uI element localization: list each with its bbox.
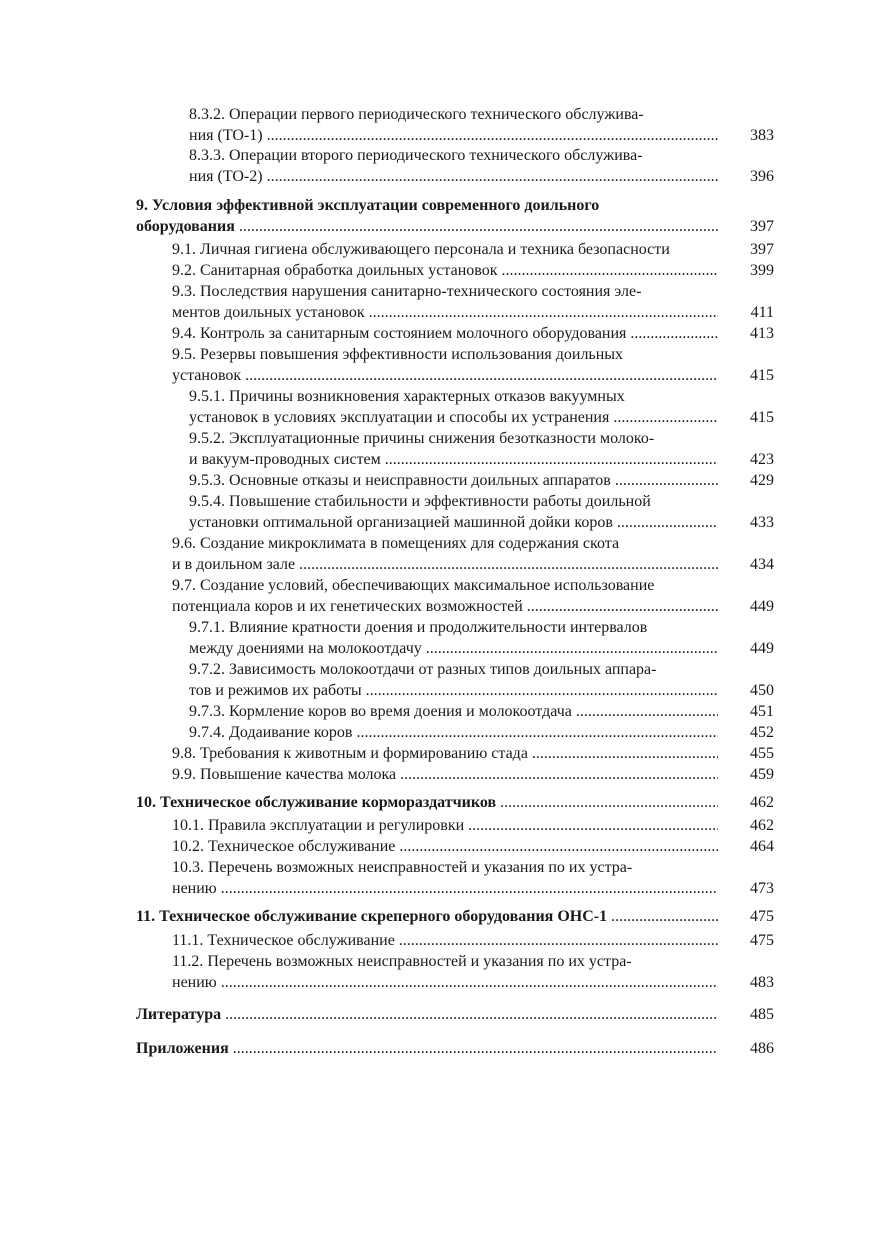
toc-chapter-title: Приложения ..... bbox=[136, 1038, 718, 1059]
toc-page-number: 459 bbox=[750, 766, 774, 783]
toc-entry-title: 9.1. Личная гигиена обслуживающего персонала и техника безопасности bbox=[172, 241, 670, 258]
toc-entry-title: 9.8. Требования к животным и формированию стада ..... bbox=[172, 743, 718, 764]
toc-entry-title: ния (ТО-2) ..... bbox=[189, 166, 718, 187]
toc-entry-title: 9.5.1. Причины возникновения характерных отказов вакуумных bbox=[189, 388, 625, 405]
toc-page-number: 434 bbox=[750, 556, 774, 573]
toc-chapter bbox=[136, 1004, 774, 1025]
toc-entry-title: 9.5.3. Основные отказы и неисправности доильных аппаратов ..... bbox=[189, 470, 718, 491]
toc-page-number: 396 bbox=[750, 168, 774, 185]
toc-chapter bbox=[136, 195, 774, 237]
toc-entry-title: 9.7.2. Зависимость молокоотдачи от разных типов доильных аппара- bbox=[189, 661, 657, 678]
toc-chapter bbox=[136, 792, 774, 813]
toc-entry bbox=[172, 575, 774, 617]
toc-page-number: 475 bbox=[750, 932, 774, 949]
toc-entry-title: и в доильном зале ..... bbox=[172, 554, 718, 575]
toc-page-number: 411 bbox=[750, 304, 774, 321]
toc-entry bbox=[189, 104, 774, 146]
toc-page-number: 429 bbox=[750, 472, 774, 489]
toc-page-number: 483 bbox=[750, 974, 774, 991]
toc-chapter bbox=[136, 906, 774, 927]
toc-entry-title: 9.9. Повышение качества молока ..... bbox=[172, 764, 718, 785]
toc-entry bbox=[189, 428, 774, 470]
toc-entry bbox=[172, 764, 774, 785]
toc-entry-title: 8.3.3. Операции второго периодического технического обслужива- bbox=[189, 147, 643, 164]
toc-entry-title: и вакуум-проводных систем ..... bbox=[189, 449, 718, 470]
toc-entry bbox=[189, 617, 774, 659]
toc-entry bbox=[172, 836, 774, 857]
toc-entry-title: 9.7.4. Додаивание коров ..... bbox=[189, 722, 718, 743]
toc-page-number: 449 bbox=[750, 598, 774, 615]
toc-page-number: 473 bbox=[750, 880, 774, 897]
toc-entry-title: ния (ТО-1) ..... bbox=[189, 125, 718, 146]
toc-chapter-title: 11. Техническое обслуживание скреперного оборудования ОНС-1 ..... bbox=[136, 906, 718, 927]
toc-page-number: 449 bbox=[750, 640, 774, 657]
toc-entry bbox=[172, 815, 774, 836]
toc-entry bbox=[189, 722, 774, 743]
toc-entry-title: 9.4. Контроль за санитарным состоянием молочного оборудования ..... bbox=[172, 323, 718, 344]
toc-entry bbox=[172, 951, 774, 993]
toc-entry bbox=[189, 386, 774, 428]
toc-page-number: 433 bbox=[750, 514, 774, 531]
toc-entry-title: 9.5.2. Эксплуатационные причины снижения безотказности молоко- bbox=[189, 430, 655, 447]
toc-chapter bbox=[136, 1038, 774, 1059]
toc-entry-title: 10.1. Правила эксплуатации и регулировки ..... bbox=[172, 815, 718, 836]
toc-entry-title: 9.5.4. Повышение стабильности и эффективности работы доильной bbox=[189, 493, 651, 510]
toc-entry-title: тов и режимов их работы ..... bbox=[189, 680, 718, 701]
toc-entry-title: между доениями на молокоотдачу ..... bbox=[189, 638, 718, 659]
toc-entry-title: установок ..... bbox=[172, 365, 718, 386]
toc-entry bbox=[172, 260, 774, 281]
toc-page-number: 415 bbox=[750, 367, 774, 384]
toc-chapter-title: оборудования ..... bbox=[136, 216, 718, 237]
toc-entry-title: установок в условиях эксплуатации и способы их устранения ..... bbox=[189, 407, 718, 428]
toc-entry bbox=[172, 344, 774, 386]
toc-page-number: 399 bbox=[750, 262, 774, 279]
toc-entry-title: 11.2. Перечень возможных неисправностей и указания по их устра- bbox=[172, 953, 632, 970]
toc-page-number: 423 bbox=[750, 451, 774, 468]
toc-page-number: 462 bbox=[750, 817, 774, 834]
toc-page-number: 486 bbox=[750, 1040, 774, 1057]
toc-entry bbox=[172, 930, 774, 951]
toc-page-number: 485 bbox=[750, 1006, 774, 1023]
toc-page-number: 397 bbox=[750, 218, 774, 235]
toc-entry-title: 11.1. Техническое обслуживание ..... bbox=[172, 930, 718, 951]
toc-entry bbox=[189, 659, 774, 701]
toc-page-number: 450 bbox=[750, 682, 774, 699]
toc-entry-title: 9.6. Создание микроклимата в помещениях для содержания скота bbox=[172, 535, 620, 552]
toc-entry bbox=[172, 533, 774, 575]
toc-page-number: 383 bbox=[750, 127, 774, 144]
toc-entry-title: 9.7.3. Кормление коров во время доения и молокоотдача ..... bbox=[189, 701, 718, 722]
toc-page-number: 451 bbox=[750, 703, 774, 720]
toc-entry-title: 9.7.1. Влияние кратности доения и продолжительности интервалов bbox=[189, 619, 648, 636]
toc-entry-title: нению ..... bbox=[172, 878, 718, 899]
toc-entry bbox=[189, 491, 774, 533]
toc-entry-title: 9.2. Санитарная обработка доильных установок ..... bbox=[172, 260, 718, 281]
toc-page-number: 462 bbox=[750, 794, 774, 811]
toc-page-number: 413 bbox=[750, 325, 774, 342]
toc-chapter-title: 9. Условия эффективной эксплуатации современного доильного bbox=[136, 197, 600, 214]
toc-page-number: 415 bbox=[750, 409, 774, 426]
toc-entry bbox=[172, 323, 774, 344]
toc-entry-title: 9.3. Последствия нарушения санитарно-технического состояния эле- bbox=[172, 283, 642, 300]
toc-entry bbox=[172, 239, 774, 260]
toc-entry-title: 10.2. Техническое обслуживание ..... bbox=[172, 836, 718, 857]
toc-entry-title: 9.7. Создание условий, обеспечивающих максимальное использование bbox=[172, 577, 655, 594]
toc-page-number: 455 bbox=[750, 745, 774, 762]
toc-entry bbox=[189, 701, 774, 722]
toc-entry bbox=[172, 857, 774, 899]
toc-entry-title: 9.5. Резервы повышения эффективности использования доильных bbox=[172, 346, 624, 363]
toc-entry-title: 8.3.2. Операции первого периодического технического обслужива- bbox=[189, 106, 644, 123]
toc-page-number: 397 bbox=[750, 241, 774, 258]
toc-chapter-title: 10. Техническое обслуживание кормораздатчиков ..... bbox=[136, 792, 718, 813]
toc-entry-title: потенциала коров и их генетических возможностей ..... bbox=[172, 596, 718, 617]
toc-page-number: 475 bbox=[750, 908, 774, 925]
toc-entry bbox=[172, 743, 774, 764]
toc-entry-title: ментов доильных установок ..... bbox=[172, 302, 718, 323]
toc-chapter-title: Литература ..... bbox=[136, 1004, 718, 1025]
toc-entry-title: установки оптимальной организацией машинной дойки коров ..... bbox=[189, 512, 718, 533]
toc-entry bbox=[189, 145, 774, 187]
toc-entry-title: нению ..... bbox=[172, 972, 718, 993]
toc-entry-title: 10.3. Перечень возможных неисправностей и указания по их устра- bbox=[172, 859, 633, 876]
toc-page-number: 452 bbox=[750, 724, 774, 741]
toc-entry bbox=[189, 470, 774, 491]
toc-page-number: 464 bbox=[750, 838, 774, 855]
toc-entry bbox=[172, 281, 774, 323]
